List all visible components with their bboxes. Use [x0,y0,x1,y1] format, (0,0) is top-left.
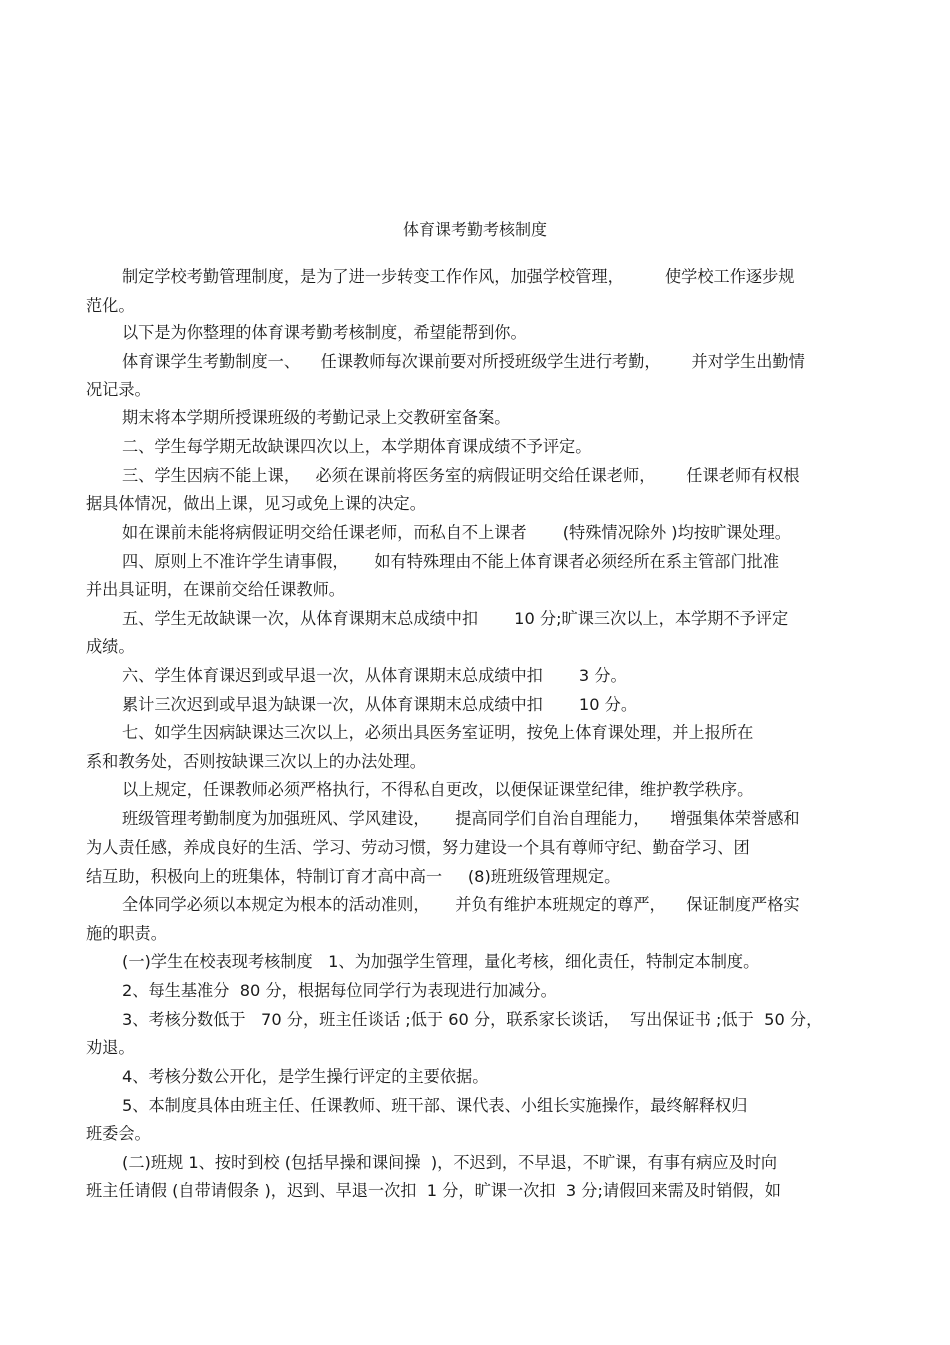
body-line: 二、学生每学期无故缺课四次以上，本学期体育课成绩不予评定。 [122,437,592,456]
body-line: 系和教务处，否则按缺课三次以上的办法处理。 [86,752,426,771]
body-line: 体育课学生考勤制度一、 任课教师每次课前要对所授班级学生进行考勤， 并对学生出勤情 [122,352,805,371]
body-line: 全体同学必须以本规定为根本的活动准则， 并负有维护本班规定的尊严， 保证制度严格实 [122,895,800,914]
body-line: 劝退。 [86,1038,135,1057]
body-line: 5、本制度具体由班主任、任课教师、班干部、课代表、小组长实施操作，最终解释权归 [122,1096,748,1115]
body-line: 以上规定，任课教师必须严格执行，不得私自更改，以便保证课堂纪律，维护教学秩序。 [122,780,754,799]
body-line: 并出具证明，在课前交给任课教师。 [86,580,345,599]
body-line: 成绩。 [86,637,135,656]
body-line: 期末将本学期所授课班级的考勤记录上交教研室备案。 [122,408,511,427]
body-line: 以下是为你整理的体育课考勤考核制度，希望能帮到你。 [122,323,527,342]
body-line: 班级管理考勤制度为加强班风、学风建设， 提高同学们自治自理能力， 增强集体荣誉感和 [122,809,800,828]
body-line: 为人责任感，养成良好的生活、学习、劳动习惯，努力建设一个具有尊师守纪、勤奋学习、团 [86,838,750,857]
body-line: 四、原则上不准许学生请事假， 如有特殊理由不能上体育课者必须经所在系主管部门批准 [122,552,780,571]
body-line: 3、考核分数低于 70 分，班主任谈话 ;低于 60 分，联系家长谈话， 写出保证书 ;低于 50 分， [122,1010,823,1029]
body-line: 据具体情况，做出上课，见习或免上课的决定。 [86,494,426,513]
body-line: 2、每生基准分 80 分，根据每位同学行为表现进行加减分。 [122,981,557,1000]
body-line: 4、考核分数公开化，是学生操行评定的主要依据。 [122,1067,489,1086]
body-line: 如在课前未能将病假证明交给任课老师，而私自不上课者 (特殊情况除外 )均按旷课处理。 [122,523,791,542]
document-title: 体育课考勤考核制度 [402,220,547,239]
body-line: 五、学生无故缺课一次，从体育课期末总成绩中扣 10 分;旷课三次以上，本学期不予评定 [122,609,789,628]
body-line: 累计三次迟到或早退为缺课一次，从体育课期末总成绩中扣 10 分。 [122,695,638,714]
body-line: (二)班规 1、按时到校 (包括早操和课间操 )，不迟到，不早退，不旷课，有事有病应及时向 [122,1153,778,1172]
body-line: 班委会。 [86,1124,151,1143]
body-line: (一)学生在校表现考核制度 1、为加强学生管理，量化考核，细化责任，特制定本制度。 [122,952,760,971]
body-line: 班主任请假 (自带请假条 )，迟到、早退一次扣 1 分，旷课一次扣 3 分;请假回来需及时销假，如 [86,1181,781,1200]
body-line: 施的职责。 [86,924,167,943]
body-line: 六、学生体育课迟到或早退一次，从体育课期末总成绩中扣 3 分。 [122,666,627,685]
body-line: 范化。 [86,296,135,315]
body-line: 三、学生因病不能上课， 必须在课前将医务室的病假证明交给任课老师， 任课老师有权根 [122,466,800,485]
body-line: 况记录。 [86,380,151,399]
body-line: 制定学校考勤管理制度，是为了进一步转变工作作风，加强学校管理， 使学校工作逐步规 [122,267,795,286]
body-line: 结互助，积极向上的班集体，特制订育才高中高一 (8)班班级管理规定。 [86,867,621,886]
body-line: 七、如学生因病缺课达三次以上，必须出具医务室证明，按免上体育课处理，并上报所在 [122,723,754,742]
